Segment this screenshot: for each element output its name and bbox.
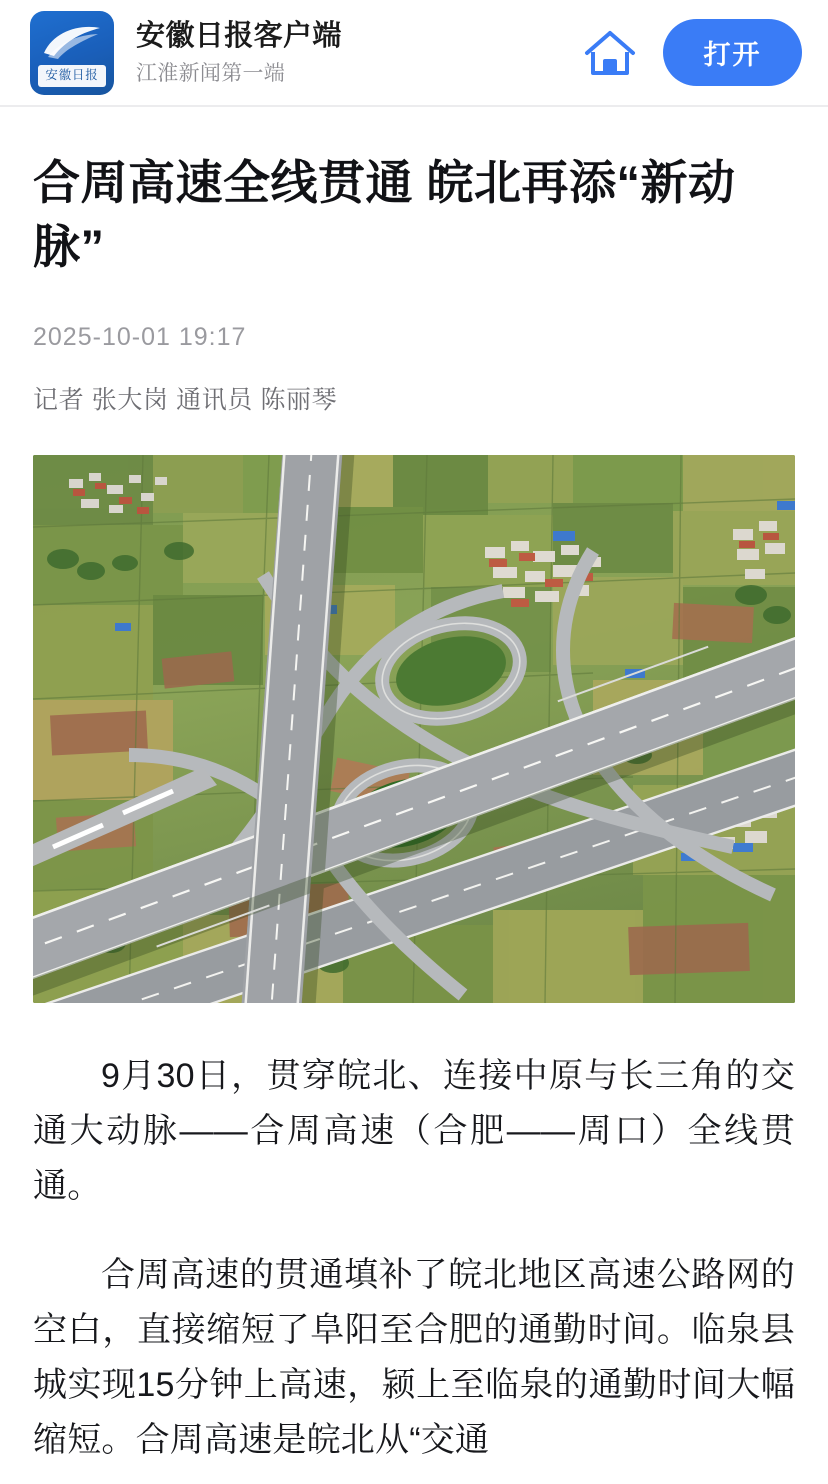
logo-swoosh-icon	[40, 22, 104, 62]
page-title: 合周高速全线贯通 皖北再添“新动脉”	[33, 156, 736, 273]
logo-plate	[38, 65, 106, 87]
anhui-daily-logo	[30, 11, 114, 95]
app-subtitle: 江淮新闻第一端	[136, 61, 286, 85]
home-icon	[583, 28, 637, 78]
logo-plate-text: 安徽日报	[45, 68, 99, 83]
article-body	[0, 151, 828, 1468]
home-button[interactable]	[579, 22, 641, 84]
byline: 记者 张大岗 通讯员 陈丽琴	[33, 385, 338, 414]
article-paragraph-1: 9月30日，贯穿皖北、连接中原与长三角的交通大动脉——合周高速（合肥——周口）全线贯通。	[33, 1056, 795, 1205]
open-app-button[interactable]: 打开	[663, 19, 802, 86]
app-meta	[136, 19, 579, 87]
app-title: 安徽日报客户端	[136, 19, 342, 52]
highway-interchange-aerial-photo	[33, 455, 795, 1003]
publish-timestamp: 2025-10-01 19:17	[33, 322, 247, 351]
article-paragraph-2: 合周高速的贯通填补了皖北地区高速公路网的空白，直接缩短了阜阳至合肥的通勤时间。临泉县城实现15分钟上高速，颍上至临泉的通勤时间大幅缩短。合周高速是皖北从“交通	[33, 1256, 795, 1460]
appbar-divider	[0, 105, 828, 107]
aerial-interchange-illustration	[33, 455, 795, 1003]
app-promo-bar	[0, 0, 828, 105]
